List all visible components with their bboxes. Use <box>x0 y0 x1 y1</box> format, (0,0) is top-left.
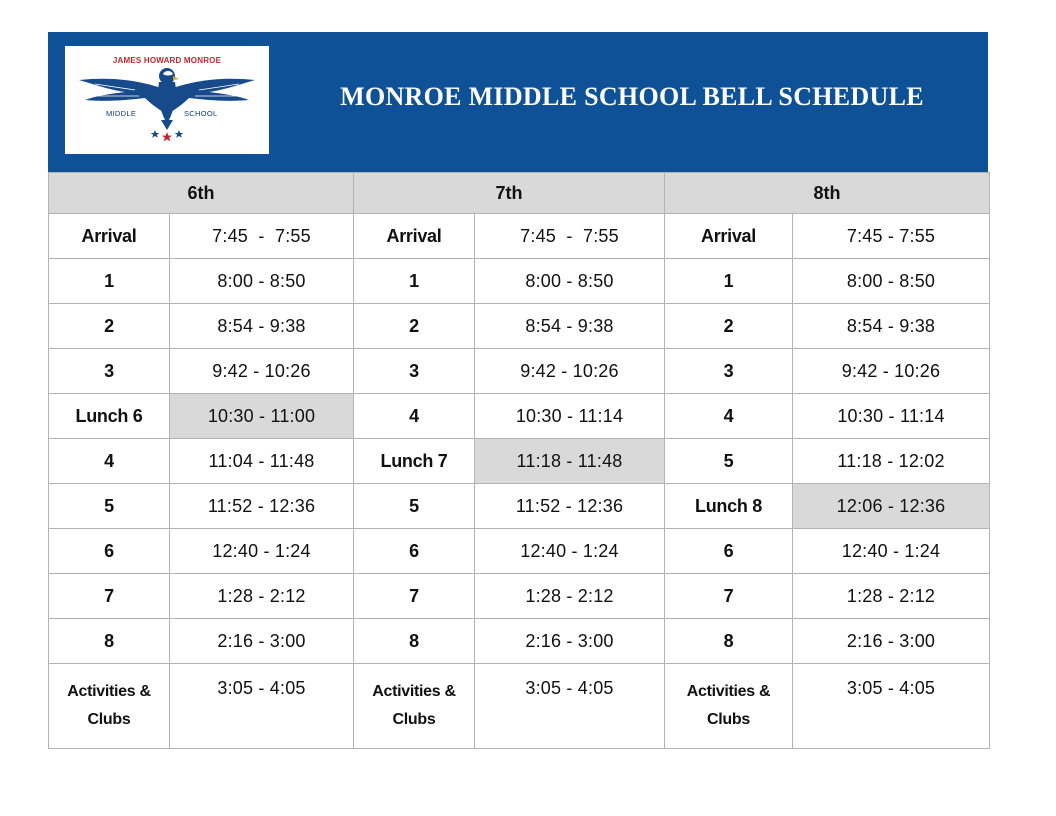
period-label-6th: 3 <box>49 349 170 394</box>
period-label-8th: 3 <box>665 349 793 394</box>
bell-schedule-table <box>48 172 990 749</box>
period-label-7th: 5 <box>354 484 475 529</box>
period-label-6th: 2 <box>49 304 170 349</box>
schedule-row <box>49 214 990 259</box>
period-time-7th: 9:42 - 10:26 <box>475 349 665 394</box>
schedule-row <box>49 619 990 664</box>
schedule-row <box>49 304 990 349</box>
period-time-6th: 11:04 - 11:48 <box>170 439 354 484</box>
period-time-7th: 8:00 - 8:50 <box>475 259 665 304</box>
period-time-6th: 9:42 - 10:26 <box>170 349 354 394</box>
period-label-6th: 8 <box>49 619 170 664</box>
page-title: MONROE MIDDLE SCHOOL BELL SCHEDULE <box>340 82 924 111</box>
period-time-8th: 3:05 - 4:05 <box>793 664 990 749</box>
schedule-row <box>49 394 990 439</box>
period-label-6th: Arrival <box>49 214 170 259</box>
period-label-8th: Arrival <box>665 214 793 259</box>
period-time-7th: 10:30 - 11:14 <box>475 394 665 439</box>
period-label-7th: 2 <box>354 304 475 349</box>
period-label-7th: 1 <box>354 259 475 304</box>
period-time-8th: 2:16 - 3:00 <box>793 619 990 664</box>
period-time-6th: 1:28 - 2:12 <box>170 574 354 619</box>
period-time-6th: 3:05 - 4:05 <box>170 664 354 749</box>
period-time-7th: 11:52 - 12:36 <box>475 484 665 529</box>
logo-right-text: SCHOOL <box>184 109 218 118</box>
schedule-row <box>49 664 990 749</box>
schedule-row <box>49 349 990 394</box>
period-label-8th: Lunch 8 <box>665 484 793 529</box>
period-time-7th: 8:54 - 9:38 <box>475 304 665 349</box>
lunch-time-6th: 10:30 - 11:00 <box>170 394 354 439</box>
period-label-8th: 5 <box>665 439 793 484</box>
grade-header-6th: 6th <box>49 173 354 214</box>
period-label-8th: 4 <box>665 394 793 439</box>
period-time-6th: 11:52 - 12:36 <box>170 484 354 529</box>
period-time-8th: 9:42 - 10:26 <box>793 349 990 394</box>
period-label-6th: 4 <box>49 439 170 484</box>
period-label-8th: 6 <box>665 529 793 574</box>
period-label-8th: 7 <box>665 574 793 619</box>
period-time-7th: 7:45 - 7:55 <box>475 214 665 259</box>
period-label-8th: 8 <box>665 619 793 664</box>
period-label-8th: 1 <box>665 259 793 304</box>
period-label-7th: Lunch 7 <box>354 439 475 484</box>
period-time-8th: 1:28 - 2:12 <box>793 574 990 619</box>
period-time-8th: 7:45 - 7:55 <box>793 214 990 259</box>
schedule-row <box>49 259 990 304</box>
period-label-7th: Activities & Clubs <box>354 664 475 749</box>
period-label-7th: 4 <box>354 394 475 439</box>
logo-left-text: MIDDLE <box>106 109 137 118</box>
period-time-7th: 1:28 - 2:12 <box>475 574 665 619</box>
schedule-row <box>49 529 990 574</box>
school-logo <box>65 46 269 154</box>
period-label-6th: 7 <box>49 574 170 619</box>
lunch-time-8th: 12:06 - 12:36 <box>793 484 990 529</box>
period-label-7th: 7 <box>354 574 475 619</box>
period-label-6th: 6 <box>49 529 170 574</box>
period-label-8th: Activities & Clubs <box>665 664 793 749</box>
period-label-6th: 1 <box>49 259 170 304</box>
schedule-body <box>49 214 990 749</box>
period-time-6th: 8:00 - 8:50 <box>170 259 354 304</box>
period-label-6th: Activities & Clubs <box>49 664 170 749</box>
period-time-7th: 3:05 - 4:05 <box>475 664 665 749</box>
period-time-7th: 2:16 - 3:00 <box>475 619 665 664</box>
schedule-row <box>49 574 990 619</box>
logo-top-text: JAMES HOWARD MONROE <box>112 56 222 65</box>
period-label-7th: 6 <box>354 529 475 574</box>
grade-header-8th: 8th <box>665 173 990 214</box>
grade-header-row <box>49 173 990 214</box>
period-label-7th: 3 <box>354 349 475 394</box>
period-label-6th: 5 <box>49 484 170 529</box>
period-label-7th: 8 <box>354 619 475 664</box>
period-time-7th: 12:40 - 1:24 <box>475 529 665 574</box>
header-banner <box>48 32 988 172</box>
period-time-6th: 7:45 - 7:55 <box>170 214 354 259</box>
schedule-row <box>49 439 990 484</box>
period-time-6th: 8:54 - 9:38 <box>170 304 354 349</box>
period-time-8th: 11:18 - 12:02 <box>793 439 990 484</box>
period-time-6th: 2:16 - 3:00 <box>170 619 354 664</box>
schedule-row <box>49 484 990 529</box>
period-label-7th: Arrival <box>354 214 475 259</box>
grade-header-7th: 7th <box>354 173 665 214</box>
period-time-8th: 10:30 - 11:14 <box>793 394 990 439</box>
period-time-8th: 8:00 - 8:50 <box>793 259 990 304</box>
period-time-8th: 8:54 - 9:38 <box>793 304 990 349</box>
period-label-6th: Lunch 6 <box>49 394 170 439</box>
period-label-8th: 2 <box>665 304 793 349</box>
period-time-6th: 12:40 - 1:24 <box>170 529 354 574</box>
lunch-time-7th: 11:18 - 11:48 <box>475 439 665 484</box>
period-time-8th: 12:40 - 1:24 <box>793 529 990 574</box>
